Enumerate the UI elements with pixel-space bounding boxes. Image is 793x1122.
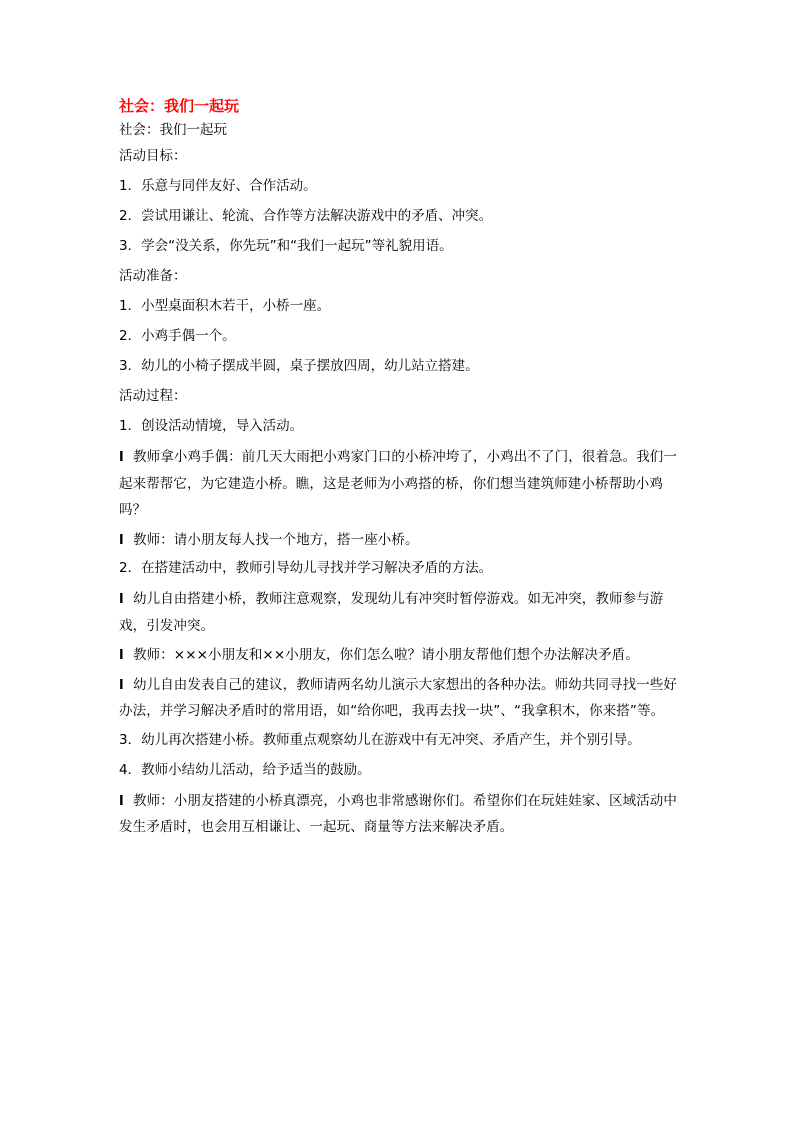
bullet-marker: l [119,647,124,663]
document-subtitle: 社会：我们一起玩 [119,122,227,138]
prep-label: 活动准备： [119,268,187,284]
process-bullet-paragraph [119,642,679,669]
process-bullet-paragraph [119,586,679,639]
bullet-marker: l [119,449,124,465]
prep-item: 2．小鸡手偶一个。 [119,328,236,344]
bullet-marker: l [119,591,124,607]
process-bullet-paragraph [119,788,679,841]
bullet-marker: l [119,792,124,809]
process-step: 2．在搭建活动中，教师引导幼儿寻找并学习解决矛盾的方法。 [119,560,493,576]
paragraph-text: 幼儿自由搭建小桥，教师注意观察，发现幼儿有冲突时暂停游戏。如无冲突，教师参与游戏，引发冲突。 [119,591,664,634]
goal-item: 3．学会“没关系，你先玩”和“我们一起玩”等礼貌用语。 [119,238,453,254]
paragraph-text: 教师：请小朋友每人找一个地方，搭一座小桥。 [133,531,419,548]
paragraph-text: 教师拿小鸡手偶：前几天大雨把小鸡家门口的小桥冲垮了，小鸡出不了门，很着急。我们一起来帮帮它，为它建造小桥。瞧，这是老师为小鸡搭的桥，你们想当建筑师建小桥帮助小鸡吗？ [119,449,677,518]
bullet-marker: l [119,531,124,548]
goal-item: 1．乐意与同伴友好、合作活动。 [119,178,317,194]
process-bullet-paragraph [119,527,679,554]
process-step: 4．教师小结幼儿活动，给予适当的鼓励。 [119,761,371,778]
prep-item: 3．幼儿的小椅子摆成半圆，桌子摆放四周，幼儿站立搭建。 [119,358,479,374]
process-step: 3．幼儿再次搭建小桥。教师重点观察幼儿在游戏中有无冲突、矛盾产生，并个别引导。 [119,731,641,748]
goals-label: 活动目标： [119,148,187,164]
document-title: 社会：我们一起玩 [119,97,240,115]
bullet-marker: l [119,676,124,693]
paragraph-text: 教师：小朋友搭建的小桥真漂亮，小鸡也非常感谢你们。希望你们在玩娃娃家、区域活动中发生矛盾时，也会用互相谦让、一起玩、商量等方法来解决矛盾。 [119,792,677,835]
document-page [119,94,679,844]
process-label: 活动过程： [119,388,187,404]
process-bullet-paragraph [119,444,679,524]
prep-item: 1．小型桌面积木若干，小桥一座。 [119,298,331,314]
process-step: 1．创设活动情境，导入活动。 [119,418,304,434]
paragraph-text: 幼儿自由发表自己的建议，教师请两名幼儿演示大家想出的各种办法。师幼共同寻找一些好办法，并学习解决矛盾时的常用语，如“给你吧，我再去找一块”、“我拿积木，你来搭”等。 [119,676,677,719]
goal-item: 2．尝试用谦让、轮流、合作等方法解决游戏中的矛盾、冲突。 [119,208,493,224]
process-bullet-paragraph [119,672,679,725]
paragraph-text: 教师：×××小朋友和××小朋友，你们怎么啦？请小朋友帮他们想个办法解决矛盾。 [133,647,639,663]
